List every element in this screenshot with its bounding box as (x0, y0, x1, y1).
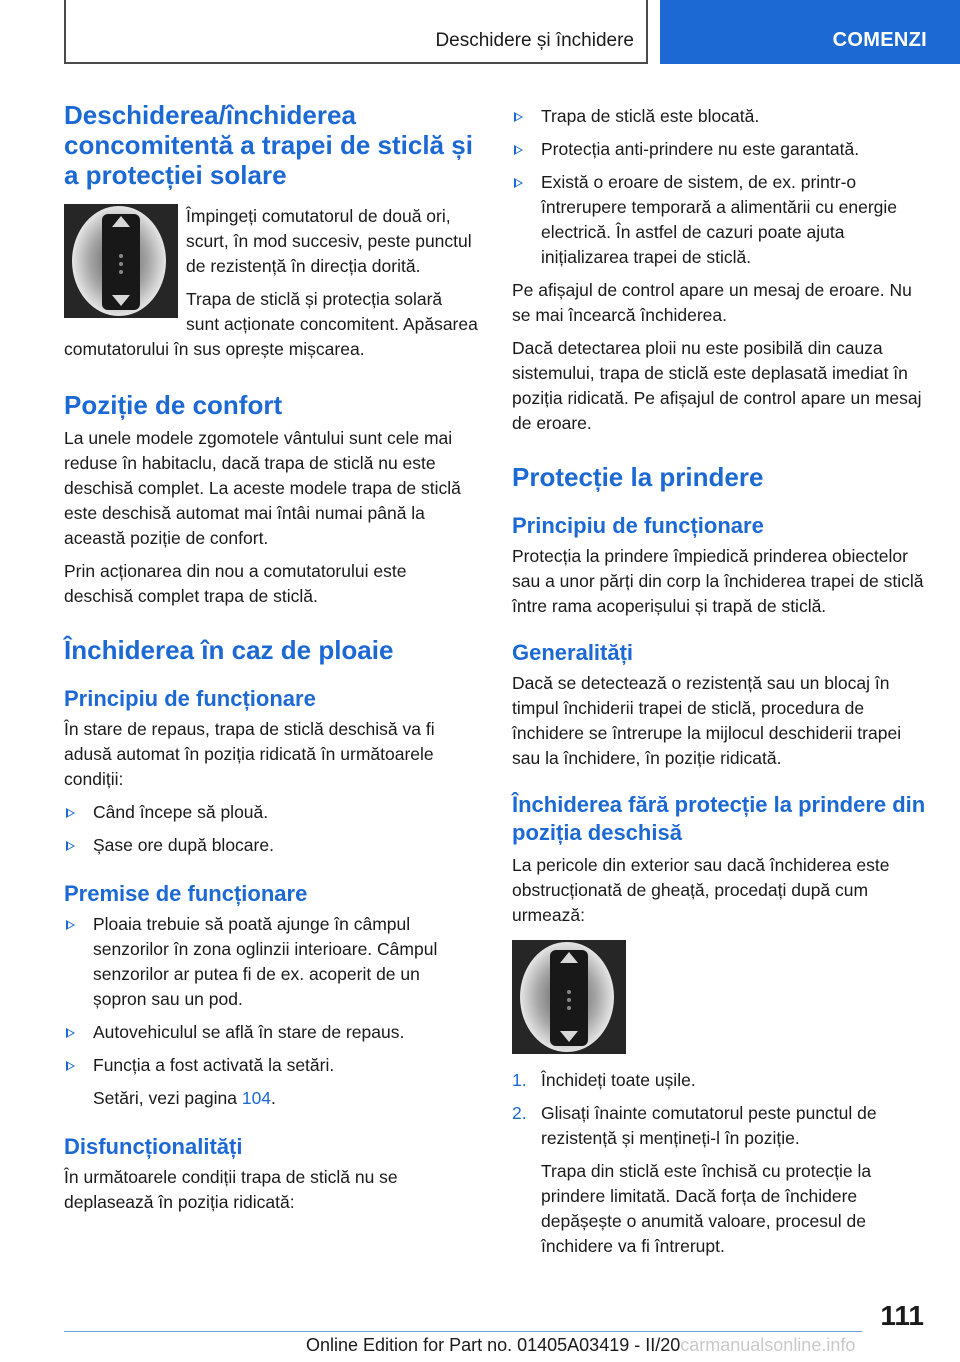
para-comfort-1: La unele modele zgomotele vântului sunt cele mai reduse în habitaclu, dacă trapa de sticlă nu este deschisă complet. La aceste modele trapa de sticlă este deschisă automat mai întâi numai până la această poziție de confort. (64, 428, 461, 548)
para-display-error: Pe afișajul de control apare un mesaj de eroare. Nu se mai încearcă închiderea. (512, 280, 912, 325)
footer-divider (64, 1331, 862, 1332)
list-item: Șase ore după blocare. (64, 833, 478, 858)
list-item: 2. Glisați înainte comutatorul peste punctul de rezistență și mențineți-l în poziție. Trapa din sticlă este închisă cu protecție la prindere limitată. Dacă forța de închidere depășește o anumită valoare, procesul de închidere va fi întrerupt. (512, 1101, 926, 1259)
heading-premise: Premise de funcționare (64, 881, 308, 906)
para-pinch: Protecția la prindere împiedică prinderea obiectelor sau a unor părți din corp la închiderea trapei de sticlă între rama acoperișului și trapă de sticlă. (512, 546, 924, 616)
header-section-title: Deschidere și închidere (435, 30, 634, 51)
para-concomitent: Trapa de sticlă și protecția solară sunt acționate concomitent. Apăsarea comutatorului în sus oprește mișcarea. (64, 289, 478, 359)
heading-general: Generalități (512, 640, 634, 665)
list-item: Ploaia trebuie să poată ajunge în câmpul senzorilor în zona oglinzii interioare. Câmpul senzorilor ar putea fi de ex. acoperit de un șopron sau un pod. (64, 912, 478, 1012)
switch-illustration-2 (512, 940, 626, 1054)
list-item: 1. Închideți toate ușile. (512, 1070, 696, 1090)
list-item: Funcția a fost activată la setări. Setări, vezi pagina 104. (64, 1053, 478, 1111)
right-column (512, 104, 926, 1267)
heading-principle-pinch: Principiu de funcționare (512, 513, 764, 538)
heading-pinch-protection: Protecție la prindere (512, 462, 764, 492)
para-rain-detect: Dacă detectarea ploii nu este posibilă din cauza sistemului, trapa de sticlă este deplasată imediat în poziția ridicată. Pe afișajul de control apare un mesaj de eroare. (512, 338, 922, 433)
malfunction-list (512, 104, 926, 270)
triangle-bullet-icon (66, 808, 75, 818)
steps-list (512, 1068, 926, 1259)
rain-conditions-list (64, 800, 478, 858)
list-item: Autovehiculul se află în stare de repaus. (64, 1020, 478, 1045)
triangle-bullet-icon (514, 178, 523, 188)
switch-illustration-1 (64, 204, 178, 318)
heading-principle-rain: Principiu de funcționare (64, 686, 316, 711)
left-column (64, 100, 478, 1215)
list-item: Protecția anti-prindere nu este garantată. (512, 137, 926, 162)
triangle-bullet-icon (514, 112, 523, 122)
para-close-no-protection: La pericole din exterior sau dacă închiderea este obstrucționată de gheață, procedați după cum urmează: (512, 855, 890, 925)
heading-malfunction: Disfuncționalități (64, 1134, 243, 1159)
header-category-label: COMENZI (832, 29, 927, 51)
heading-concomitent: Deschiderea/închiderea concomitentă a trapei de sticlă și a protecției solare (64, 100, 473, 190)
page-link-104[interactable]: 104 (241, 1088, 272, 1108)
header-category (660, 0, 960, 64)
triangle-bullet-icon (514, 145, 523, 155)
para-comfort-2: Prin acționarea din nou a comutatorului este deschisă complet trapa de sticlă. (64, 561, 407, 606)
settings-reference: Setări, vezi pagina 104. (93, 1088, 276, 1108)
list-item: Trapa de sticlă este blocată. (512, 104, 926, 129)
list-item: Există o eroare de sistem, de ex. printr-o întrerupere temporară a alimentării cu energie electrică. În astfel de cazuri poate ajuta inițializarea trapei de sticlă. (512, 170, 926, 270)
para-press-switch: Împingeți comutatorul de două ori, scurt, în mod succesiv, peste punctul de rezistență în direcția dorită. (186, 206, 472, 276)
para-general: Dacă se detectează o rezistență sau un blocaj în timpul închiderii trapei de sticlă, procedura de închidere se întrerupe la mijlocul deschiderii trapei sau la închidere, în poziție ridicată. (512, 673, 902, 768)
watermark: carmanualsonline.info (680, 1335, 856, 1355)
heading-close-no-protection: Închiderea fără protecție la prindere din poziția deschisă (512, 792, 926, 845)
para-rain: În stare de repaus, trapa de sticlă deschisă va fi adusă automat în poziția ridicată în următoarele condiții: (64, 719, 435, 789)
triangle-bullet-icon (66, 841, 75, 851)
triangle-bullet-icon (66, 1028, 75, 1038)
step-note: Trapa din sticlă este închisă cu protecție la prindere limitată. Dacă forța de închidere depășește o anumită valoare, procesul de închidere va fi întrerupt. (541, 1161, 872, 1256)
heading-comfort: Poziție de confort (64, 390, 283, 420)
triangle-bullet-icon (66, 1061, 75, 1071)
footer-edition: Online Edition for Part no. 01405A03419 - II/20carmanualsonline.info (306, 1335, 856, 1355)
premise-list (64, 912, 478, 1111)
para-malfunction: În următoarele condiții trapa de sticlă nu se deplasează în poziția ridicată: (64, 1167, 398, 1212)
list-item: Când începe să plouă. (64, 800, 478, 825)
triangle-bullet-icon (66, 920, 75, 930)
header-section (64, 0, 648, 64)
page-number: 111 (880, 1300, 924, 1331)
heading-rain-close: Închiderea în caz de ploaie (64, 635, 394, 665)
